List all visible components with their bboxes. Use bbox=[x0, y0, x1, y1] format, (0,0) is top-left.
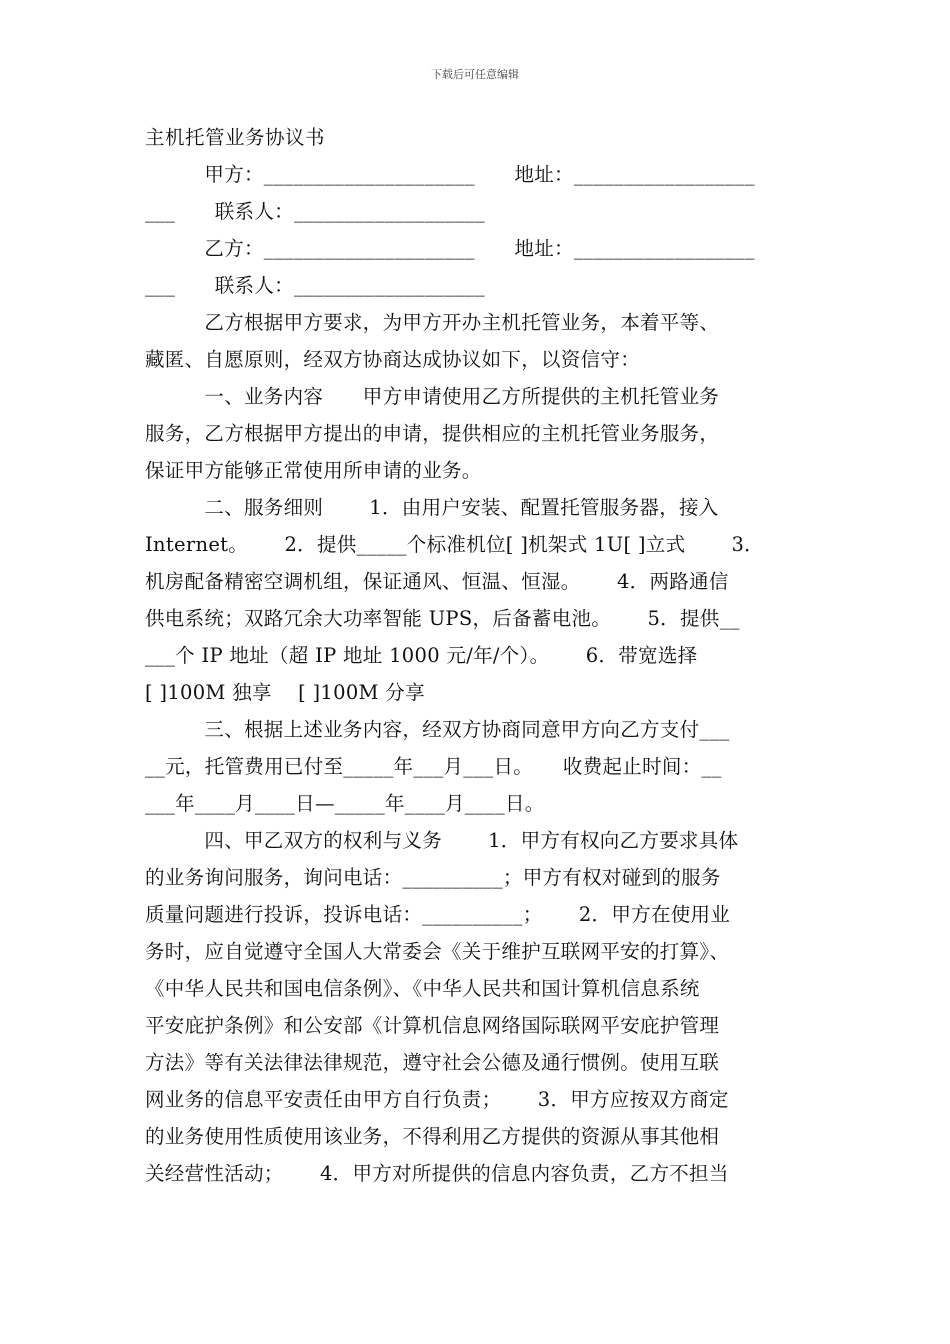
text-line: 质量问题进行投诉，投诉电话：__________； 2．甲方在使用业 bbox=[145, 903, 731, 926]
document-title: 主机托管业务协议书 bbox=[145, 126, 326, 149]
text-line: 服务，乙方根据甲方提出的申请，提供相应的主机托管业务服务， bbox=[145, 422, 720, 445]
text-line: 的业务询问服务，询问电话：__________；甲方有权对碰到的服务 bbox=[145, 866, 721, 889]
page-header-note: 下载后可任意编辑 bbox=[431, 68, 519, 81]
text-line: 务时，应自觉遵守全国人大常委会《关于维护互联网平安的打算》、 bbox=[145, 940, 730, 963]
text-line: 平安庇护条例》和公安部《计算机信息网络国际联网平安庇护管理 bbox=[145, 1014, 720, 1037]
text-line: ___ 联系人：___________________ bbox=[145, 200, 485, 223]
text-line: ___个 IP 地址（超 IP 地址 1000 元/年/个）。 6．带宽选择 bbox=[145, 644, 698, 667]
document-lines bbox=[145, 159, 810, 1195]
text-line: 的业务使用性质使用该业务，不得利用乙方提供的资源从事其他相 bbox=[145, 1125, 720, 1148]
text-line: ___ 联系人：___________________ bbox=[145, 274, 485, 297]
text-line: 保证甲方能够正常使用所申请的业务。 bbox=[145, 459, 482, 482]
text-line: 供电系统；双路冗余大功率智能 UPS，后备蓄电池。 5．提供__ bbox=[145, 607, 740, 630]
text-line: 网业务的信息平安责任由甲方自行负责； 3．甲方应按双方商定 bbox=[145, 1088, 729, 1111]
text-line: 一、业务内容 甲方申请使用乙方所提供的主机托管业务 bbox=[145, 385, 720, 408]
text-line: 方法》等有关法律法律规范，遵守社会公德及通行惯例。使用互联 bbox=[145, 1051, 720, 1074]
text-line: [ ]100M 独享 [ ]100M 分享 bbox=[145, 681, 425, 704]
text-line: Internet。 2．提供_____个标准机位[ ]机架式 1U[ ]立式 3． bbox=[145, 533, 764, 556]
text-line: 三、根据上述业务内容，经双方协商同意甲方向乙方支付___ bbox=[145, 718, 730, 741]
text-line: ___年____月____日—_____年____月____日。 bbox=[145, 792, 545, 815]
text-line: 机房配备精密空调机组，保证通风、恒温、恒湿。 4．两路通信 bbox=[145, 570, 729, 593]
text-line: 乙方根据甲方要求，为甲方开办主机托管业务，本着平等、 bbox=[145, 311, 720, 334]
text-line: 甲方：_____________________ 地址：__________________ bbox=[145, 163, 755, 186]
text-line: 关经营性活动； 4．甲方对所提供的信息内容负责，乙方不担当 bbox=[145, 1162, 729, 1185]
text-line: 乙方：_____________________ 地址：__________________ bbox=[145, 237, 755, 260]
text-line: 《中华人民共和国电信条例》、《中华人民共和国计算机信息系统 bbox=[145, 977, 700, 1000]
text-line: 二、服务细则 1．由用户安装、配置托管服务器，接入 bbox=[145, 496, 719, 519]
text-line: __元，托管费用已付至_____年___月___日。 收费起止时间：__ bbox=[145, 755, 722, 778]
document-body bbox=[145, 122, 810, 1195]
text-line: 四、甲乙双方的权利与义务 1．甲方有权向乙方要求具体 bbox=[145, 829, 739, 852]
text-line: 藏匿、自愿原则，经双方协商达成协议如下，以资信守： bbox=[145, 348, 641, 371]
